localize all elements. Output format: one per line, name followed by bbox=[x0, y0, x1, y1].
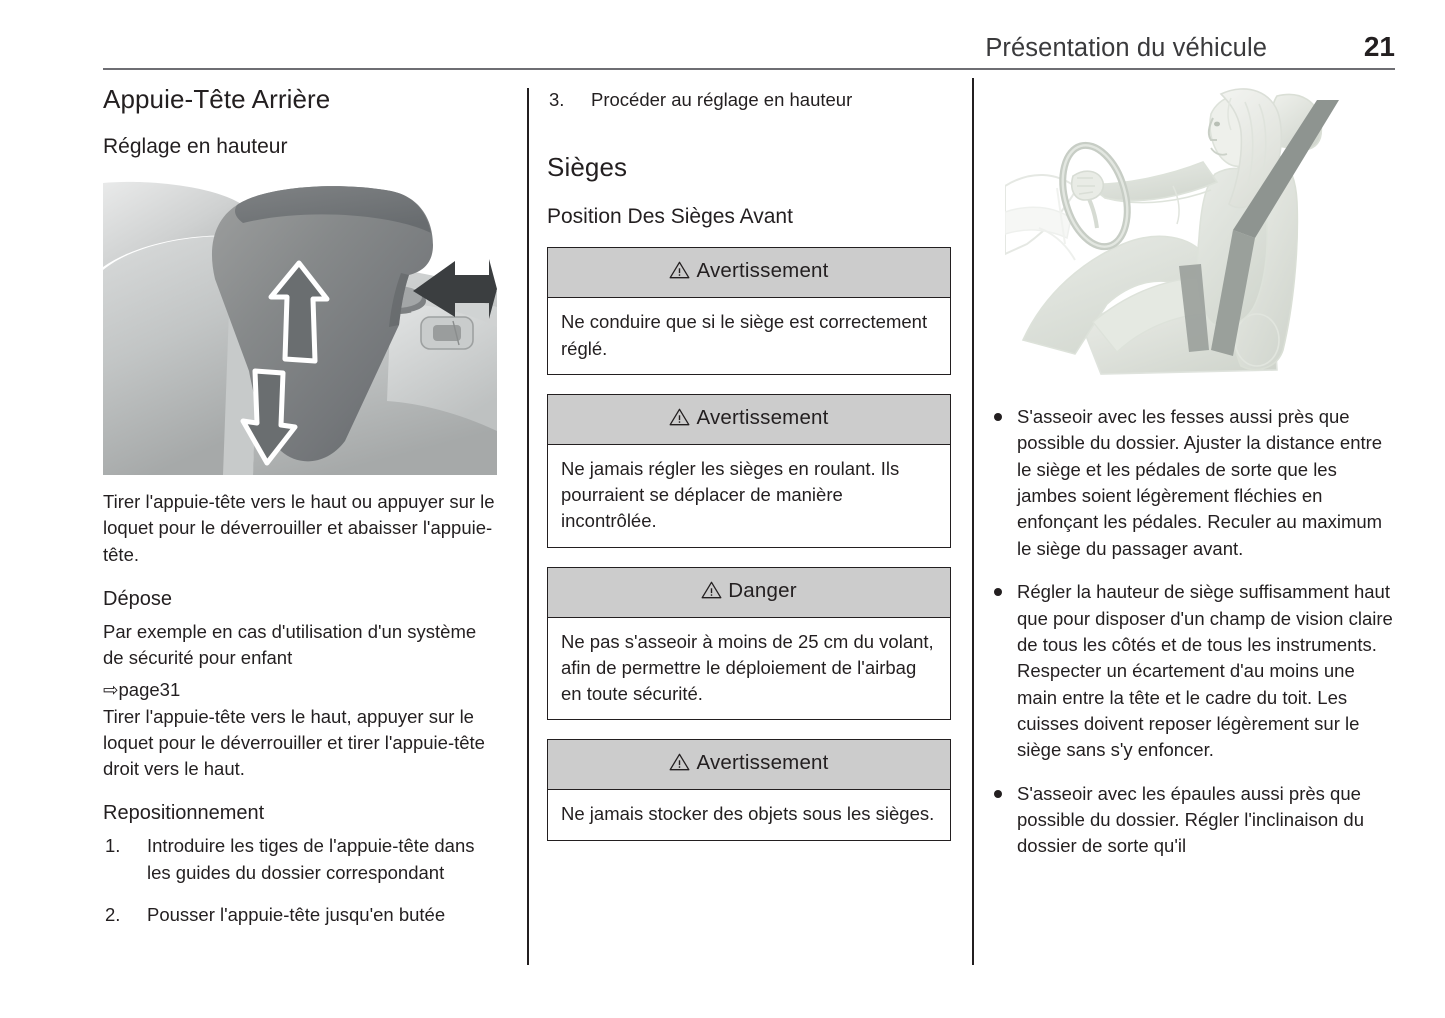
list-item bbox=[103, 833, 499, 886]
driver-seating-position-illustration bbox=[1005, 78, 1390, 386]
repositionnement-step-list-continued bbox=[547, 87, 951, 113]
header-divider-rule bbox=[103, 68, 1395, 70]
subsection-title-position-sieges-avant: Position Des Sièges Avant bbox=[547, 205, 793, 229]
list-item bbox=[991, 404, 1395, 562]
notice-body-text: Ne jamais stocker des objets sous les sièges. bbox=[561, 803, 935, 825]
warning-triangle-icon bbox=[669, 753, 690, 777]
warning-triangle-icon bbox=[669, 261, 690, 285]
notice-header bbox=[548, 568, 950, 618]
bullet-dot-icon bbox=[994, 790, 1002, 798]
section-title-headrest: Appuie-Tête Arrière bbox=[103, 84, 331, 114]
list-item bbox=[991, 781, 1395, 860]
page-ref-label: page31 bbox=[118, 679, 181, 701]
notice-body-text: Ne pas s'asseoir à moins de 25 cm du volant, afin de permettre le déploiement de l'airbag en toute sécurité. bbox=[561, 630, 934, 705]
left-column bbox=[103, 85, 499, 944]
figure-seating-position bbox=[1005, 78, 1390, 386]
list-item bbox=[991, 579, 1395, 764]
step-text: Pousser l'appuie-tête jusqu'en butée bbox=[147, 903, 446, 925]
bullet-text: S'asseoir avec les fesses aussi près que possible du dossier. Ajuster la distance entre le siège et les pédales de sorte que les jambes soient légèrement fléchies en enfonçant les pédales. Reculer au maximum le siège du passager avant. bbox=[1017, 406, 1383, 559]
page-cross-reference bbox=[103, 677, 499, 703]
repositionnement-step-list bbox=[103, 833, 499, 928]
notice-box-avertissement-3 bbox=[547, 739, 951, 840]
bullet-text: Régler la hauteur de siège suffisamment haut que pour disposer d'un champ de vision claire de tous les côtés et de tous les instruments. Respecter un écartement d'au moins une main entre la tête et le cadre du toit. Les cuisses doivent reposer légèrement sur le siège sans s'y enfoncer. bbox=[1017, 581, 1393, 761]
depose-instruction-paragraph: Tirer l'appuie-tête vers le haut, appuyer sur le loquet pour le déverrouiller et tirer l'appuie-tête droit vers le haut. bbox=[103, 705, 485, 780]
notice-header bbox=[548, 395, 950, 445]
notice-box-avertissement-2 bbox=[547, 394, 951, 548]
headrest-instruction-paragraph: Tirer l'appuie-tête vers le haut ou appuyer sur le loquet pour le déverrouiller et abaisser l'appuie-tête. bbox=[103, 491, 495, 565]
heading-repositionnement: Repositionnement bbox=[103, 802, 265, 825]
page-title: Présentation du véhicule bbox=[985, 34, 1267, 62]
depose-intro-paragraph: Par exemple en cas d'utilisation d'un système de sécurité pour enfant bbox=[103, 620, 477, 669]
warning-triangle-icon bbox=[701, 581, 722, 605]
notice-heading-text: Danger bbox=[728, 578, 797, 602]
notice-box-avertissement-1 bbox=[547, 247, 951, 375]
notice-body-text: Ne jamais régler les sièges en roulant. Ils pourraient se déplacer de manière incontrôlée. bbox=[561, 457, 900, 532]
bullet-text: S'asseoir avec les épaules aussi près que possible du dossier. Régler l'inclinaison du dossier de sorte qu'il bbox=[1017, 782, 1365, 857]
heading-depose: Dépose bbox=[103, 587, 172, 610]
page-number: 21 bbox=[1363, 31, 1395, 62]
column-divider-right bbox=[972, 78, 974, 965]
seating-position-bullet-list bbox=[991, 404, 1395, 860]
step-number: 3. bbox=[549, 89, 565, 110]
notice-heading-text: Avertissement bbox=[696, 259, 829, 283]
step-text: Introduire les tiges de l'appuie-tête dans les guides du dossier correspondant bbox=[147, 835, 475, 883]
column-divider-left bbox=[527, 88, 529, 965]
bullet-dot-icon bbox=[994, 588, 1002, 596]
step-number: 2. bbox=[105, 903, 121, 925]
warning-triangle-icon bbox=[669, 408, 690, 432]
page-header bbox=[103, 31, 1395, 70]
bullet-dot-icon bbox=[994, 413, 1002, 421]
step-number: 1. bbox=[105, 835, 121, 857]
notice-heading-text: Avertissement bbox=[696, 751, 829, 775]
subsection-title-height-adjustment: Réglage en hauteur bbox=[103, 134, 288, 158]
notice-heading-text: Avertissement bbox=[696, 405, 829, 429]
middle-column bbox=[547, 85, 951, 860]
right-column bbox=[991, 78, 1395, 877]
figure-rear-headrest bbox=[103, 175, 497, 475]
notice-header bbox=[548, 740, 950, 790]
rear-headrest-illustration bbox=[103, 175, 497, 475]
step-text: Procéder au réglage en hauteur bbox=[591, 89, 853, 110]
section-title-sieges: Sièges bbox=[547, 152, 628, 183]
list-item bbox=[103, 902, 499, 928]
seat-anchor-detail bbox=[421, 317, 473, 349]
notice-body-text: Ne conduire que si le siège est correctement réglé. bbox=[561, 311, 928, 359]
list-item bbox=[547, 87, 951, 113]
notice-box-danger bbox=[547, 567, 951, 721]
notice-header bbox=[548, 248, 950, 298]
page-ref-arrow-icon: ⇨ bbox=[103, 679, 119, 701]
